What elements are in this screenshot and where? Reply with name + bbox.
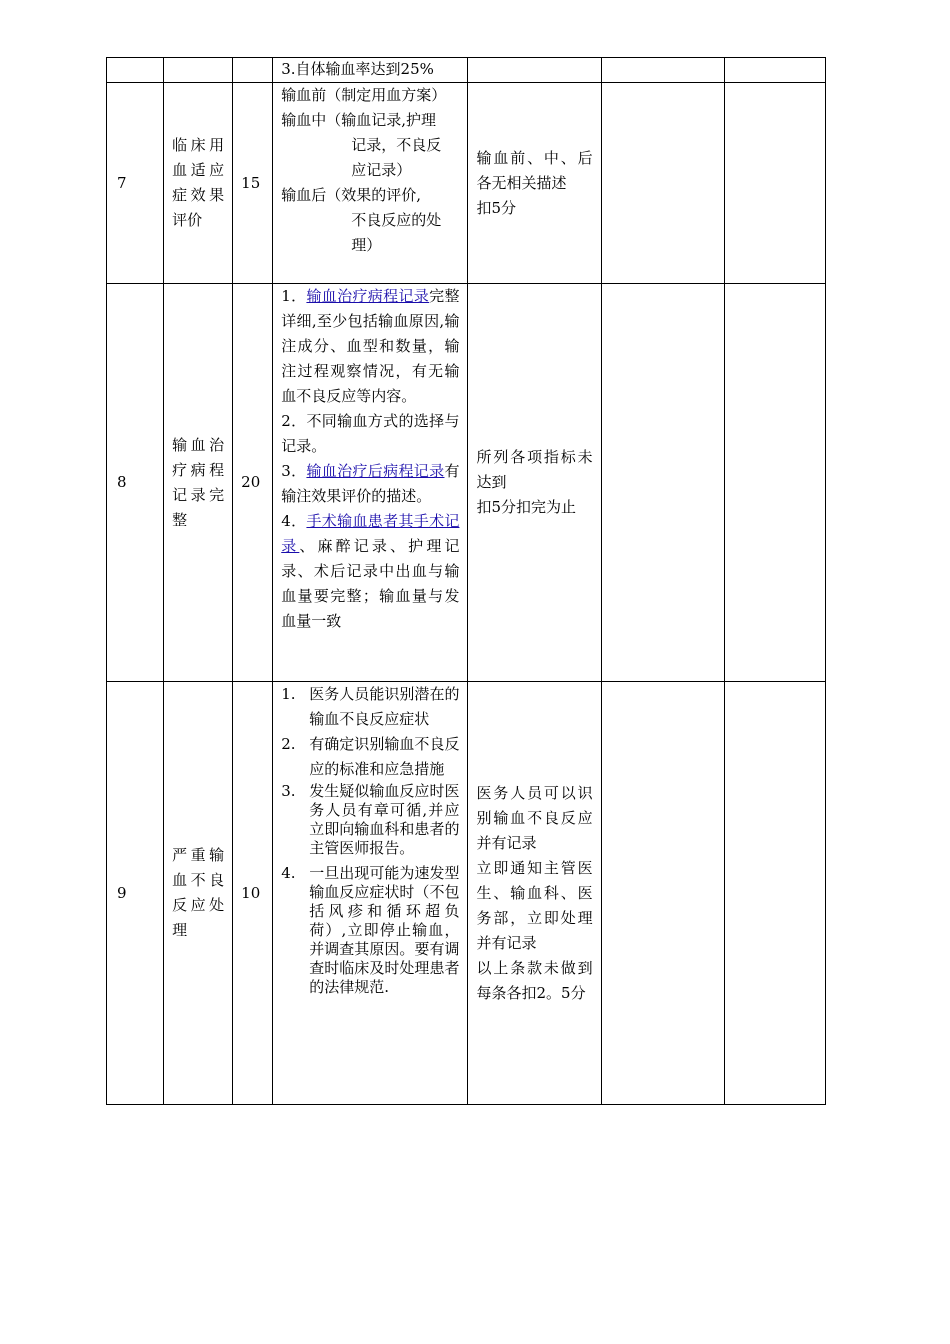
item-text: 、麻醉记录、护理记录、术后记录中出血与输血量要完整；输血量与发血量一致	[281, 537, 460, 630]
score-cell	[233, 58, 273, 83]
phase-text: （输血记录,护理	[326, 111, 437, 129]
deduct-text: 输血前、中、后各无相关描述	[476, 148, 593, 192]
extra-cell	[601, 58, 724, 83]
no-cell: 8	[107, 284, 164, 682]
standard-line	[281, 108, 459, 133]
phase-label: 输血中	[281, 111, 327, 129]
item-cell	[164, 58, 233, 83]
record-link[interactable]: 手术输血患者其手术记录	[281, 512, 460, 555]
item-text: 有确定识别输血不良反应的标准和应急措施	[309, 735, 460, 778]
standard-cell	[273, 83, 468, 284]
extra-cell	[601, 83, 724, 284]
score-cell: 15	[233, 83, 273, 284]
standard-item	[281, 459, 459, 509]
item-number: 3.	[281, 782, 296, 800]
item-number: 3．	[281, 462, 307, 480]
phase-text: （制定用血方案）	[326, 86, 447, 104]
item-text: 完整详细,至少包括输血原因,输注成分、血型和数量，输注过程观察情况，有无输血不良反应等内容。	[281, 287, 460, 405]
deduct-points: 扣5分扣完为止	[476, 498, 577, 516]
table-row	[107, 284, 826, 682]
record-link[interactable]: 输血治疗病程记录	[306, 287, 430, 305]
item-label: 临床用血适应症效果评价	[172, 136, 225, 229]
standard-text: 3.自体输血率达到25%	[281, 60, 434, 78]
item-number: 4.	[281, 864, 296, 882]
table-row	[107, 682, 826, 1105]
deduct-text: 所列各项指标未达到	[476, 448, 593, 491]
item-text: 有输注效果评价的描述。	[281, 462, 460, 505]
no-cell: 7	[107, 83, 164, 284]
item-cell	[164, 83, 233, 284]
list-item	[281, 682, 459, 732]
deduct-points: 以上条款未做到每条各扣2。5分	[476, 958, 593, 1002]
table-row	[107, 83, 826, 284]
extra-cell	[601, 284, 724, 682]
item-number: 1.	[281, 685, 296, 703]
table-row	[107, 58, 826, 83]
standard-line	[281, 83, 459, 108]
item-number: 2.	[281, 735, 296, 753]
item-number: 1．	[281, 287, 307, 305]
evaluation-table	[106, 57, 826, 1105]
phase-label: 输血后	[281, 186, 327, 204]
item-cell	[164, 682, 233, 1105]
item-text: 医务人员能识别潜在的输血不良反应症状	[309, 685, 460, 728]
deduct-text: 立即通知主管医生、输血科、医务部，立即处理并有记录	[476, 858, 593, 952]
item-number: 4．	[281, 512, 307, 530]
standard-line: 理）	[351, 236, 382, 254]
standard-item	[281, 509, 459, 634]
deduct-cell	[468, 284, 601, 682]
item-cell	[164, 284, 233, 682]
score-cell: 10	[233, 682, 273, 1105]
item-label: 严重输血不良反应处理	[172, 846, 225, 939]
list-item	[281, 732, 459, 782]
standard-line: 记录，不良反	[351, 136, 442, 154]
score-cell: 20	[233, 284, 273, 682]
extra-cell	[724, 284, 825, 682]
standard-cell	[273, 58, 468, 83]
item-text: 发生疑似输血反应时医务人员有章可循,并应立即向输血科和患者的主管医师报告。	[309, 782, 460, 857]
deduct-cell	[468, 83, 601, 284]
extra-cell	[724, 58, 825, 83]
standard-cell	[273, 682, 468, 1105]
standard-item: 2．不同输血方式的选择与记录。	[281, 412, 460, 455]
standard-line: 应记录）	[351, 161, 412, 179]
item-label: 输血治疗病程记录完整	[172, 435, 225, 529]
list-item	[281, 864, 459, 997]
phase-text: （效果的评价,	[326, 186, 422, 204]
standard-line	[281, 183, 459, 208]
deduct-points: 扣5分	[476, 198, 517, 217]
extra-cell	[724, 83, 825, 284]
standard-line: 不良反应的处	[351, 211, 442, 229]
standard-cell	[273, 284, 468, 682]
deduct-text: 医务人员可以识别输血不良反应并有记录	[476, 783, 593, 852]
list-item	[281, 782, 459, 858]
extra-cell	[601, 682, 724, 1105]
record-link[interactable]: 输血治疗后病程记录	[306, 462, 445, 480]
standard-item	[281, 284, 459, 409]
deduct-cell	[468, 682, 601, 1105]
no-cell: 9	[107, 682, 164, 1105]
deduct-cell	[468, 58, 601, 83]
extra-cell	[724, 682, 825, 1105]
no-cell	[107, 58, 164, 83]
phase-label: 输血前	[281, 86, 327, 104]
item-text: 一旦出现可能为速发型输血反应症状时（不包括风疹和循环超负荷）,立即停止输血，并调查其原因。要有调查时临床及时处理患者的法律规范.	[309, 864, 460, 996]
